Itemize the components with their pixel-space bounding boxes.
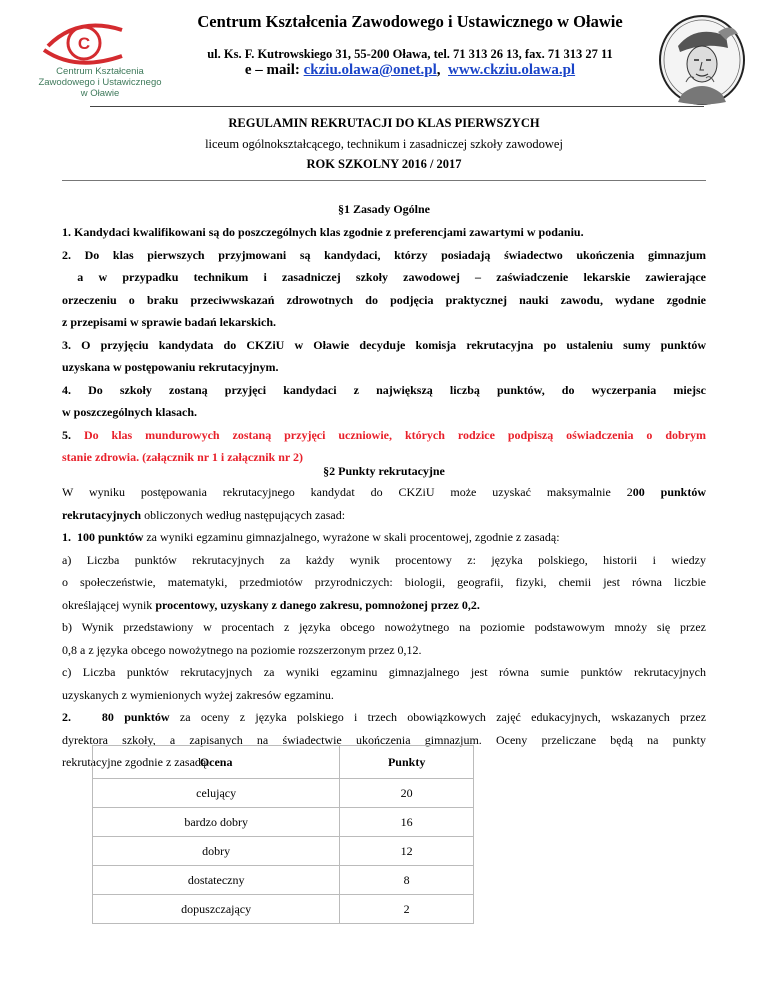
section2-heading: §2 Punkty rekrutacyjne — [323, 464, 445, 478]
rule-5-number: 5. — [62, 427, 84, 442]
header-points: Punkty — [340, 746, 474, 779]
rule-1: 1. Kandydaci kwalifikowani są do poszczególnych klas zgodnie z preferencjami zawartymi w podaniu. — [62, 225, 584, 239]
header-grade: Ocena — [93, 746, 340, 779]
item-c-line-2: uzyskanych z wymienionych wyżej zakresów egzaminu. — [62, 687, 334, 702]
rule-5-line-1 — [62, 424, 706, 447]
table-row — [93, 779, 474, 808]
contact-separator: , — [436, 62, 441, 78]
intro-line-2 — [62, 504, 706, 527]
school-year: ROK SZKOLNY 2016 / 2017 — [306, 157, 462, 171]
section2-body — [62, 481, 706, 774]
item-a-text: określającej wynik — [62, 597, 156, 612]
intro-max-points: 00 punktów — [632, 485, 706, 499]
item-a-line-3 — [62, 594, 706, 617]
intro-bold-tail: rekrutacyjnych — [62, 507, 142, 522]
item-a-line-1: a) Liczba punktów rekrutacyjnych za każdy wynik procentowy z: języka polskiego, historii i wiedzy — [62, 552, 706, 567]
item-a-line-2: o społeczeństwie, matematyki, przedmiotów przyrodniczych: biologii, geografii, fizyki, chemii jest równa liczbie — [62, 575, 706, 589]
logo-line-1: Centrum Kształcenia — [56, 66, 144, 77]
rule-2-line-3: orzeczeniu o braku przeciwwskazań zdrowotnych do podjęcia praktycznej nauki zawodu, wydane zgodnie — [62, 292, 706, 307]
item-2-line-3: rekrutacyjne zgodnie z zasadą: — [62, 755, 210, 769]
item-b-line-2: 0,8 a z języka obcego nowożytnego na poziomie rozszerzonym przez 0,12. — [62, 642, 422, 657]
header-address: ul. Ks. F. Kutrowskiego 31, 55-200 Oława, tel. 71 313 26 13, fax. 71 313 27 11 — [207, 47, 613, 61]
rule-5-text: Do klas mundurowych zostaną przyjęci uczniowie, których rodzice podpiszą oświadczenia o dobrym — [83, 427, 707, 442]
points-cell: 8 — [340, 866, 474, 895]
item-a-bold: procentowy, uzyskany z danego zakresu, pomnożonej przez 0,2. — [155, 597, 480, 612]
rule-3-line-2: uzyskana w postępowaniu rekrutacyjnym. — [62, 360, 279, 374]
header-contact — [170, 62, 650, 79]
rule-2-line-2: a w przypadku technikum i zasadniczej szkoły zawodowej – zaświadczenie lekarskie zawierające — [62, 270, 706, 284]
regulation-title: REGULAMIN REKRUTACJI DO KLAS PIERWSZYCH — [228, 116, 540, 130]
rule-5-line-2: stanie zdrowia. (załącznik nr 1 i załącznik nr 2) — [62, 450, 303, 464]
item-1-points: 100 punktów — [77, 530, 144, 544]
website-link[interactable]: www.ckziu.olawa.pl — [448, 62, 576, 78]
logo-line-2: Zawodowego i Ustawicznego — [38, 77, 162, 88]
rule-4-line-2: w poszczególnych klasach. — [62, 405, 197, 419]
item-2-text: za oceny z języka polskiego i trzech obowiązkowych zajęć edukacyjnych, wskazanych przez — [169, 710, 707, 724]
logo-letter: C — [77, 34, 91, 53]
section1-heading: §1 Zasady Ogólne — [337, 202, 430, 216]
header-title: Centrum Kształcenia Zawodowego i Ustawicznego w Oławie — [197, 12, 623, 31]
table-row — [93, 866, 474, 895]
intro-rest: obliczonych według następujących zasad: — [141, 507, 346, 522]
item-1-number: 1. — [62, 530, 77, 544]
points-cell: 12 — [340, 837, 474, 866]
item-1 — [62, 526, 706, 549]
item-2-line-2: dyrektora szkoły, a zapisanych na świadectwie ukończenia gimnazjum. Oceny przeliczane będą na punkty — [62, 732, 706, 747]
intro-text: W wyniku postępowania rekrutacyjnego kandydat do CKZiU może uzyskać maksymalnie 2 — [62, 485, 633, 499]
grade-cell: dostateczny — [93, 866, 340, 895]
grade-points-table — [92, 745, 474, 924]
rule-3-line-1: 3. O przyjęciu kandydata do CKZiU w Oławie decyduje komisja rekrutacyjna po ustaleniu sumy punktów — [62, 337, 706, 352]
rule-2-line-4: z przepisami w sprawie badań lekarskich. — [62, 315, 277, 329]
item-c-line-1: c) Liczba punktów rekrutacyjnych za wyniki egzaminu gimnazjalnego jest równa sumie punktów rekrutacyjnych — [62, 665, 706, 679]
item-2-points: 80 punktów — [101, 710, 170, 724]
email-link[interactable]: ckziu.olawa@onet.pl — [303, 62, 437, 78]
grade-cell: celujący — [93, 779, 340, 808]
item-2-line-1 — [62, 706, 706, 729]
patron-portrait-icon — [656, 12, 748, 107]
heading-divider — [62, 180, 706, 181]
points-cell: 20 — [340, 779, 474, 808]
grade-cell: dobry — [93, 837, 340, 866]
rule-4-line-1: 4. Do szkoły zostaną przyjęci kandydaci z największą liczbą punktów, do wyczerpania miejsc — [62, 382, 706, 397]
item-1-text: za wyniki egzaminu gimnazjalnego, wyrażone w skali procentowej, zgodnie z zasadą: — [143, 530, 560, 544]
points-cell: 2 — [340, 895, 474, 924]
table-row — [93, 808, 474, 837]
header-divider — [90, 106, 704, 107]
logo-text — [30, 66, 170, 99]
table-row — [93, 895, 474, 924]
table-row — [93, 837, 474, 866]
item-2-number: 2. — [62, 710, 102, 724]
mail-label: e – mail: — [244, 62, 304, 78]
grade-cell: bardzo dobry — [93, 808, 340, 837]
section1-body — [62, 221, 706, 469]
points-cell: 16 — [340, 808, 474, 837]
grade-cell: dopuszczający — [93, 895, 340, 924]
item-b-line-1: b) Wynik przedstawiony w procentach z języka obcego nowożytnego na poziomie podstawowym mnoży się przez — [62, 620, 706, 634]
logo-line-3: w Oławie — [80, 88, 120, 99]
regulation-subtitle: liceum ogólnokształcącego, technikum i zasadniczej szkoły zawodowej — [205, 137, 563, 151]
rule-2-line-1: 2. Do klas pierwszych przyjmowani są kandydaci, którzy posiadają świadectwo ukończenia gimnazjum — [62, 247, 706, 262]
table-header-row — [93, 746, 474, 779]
intro-line-1 — [62, 481, 706, 504]
